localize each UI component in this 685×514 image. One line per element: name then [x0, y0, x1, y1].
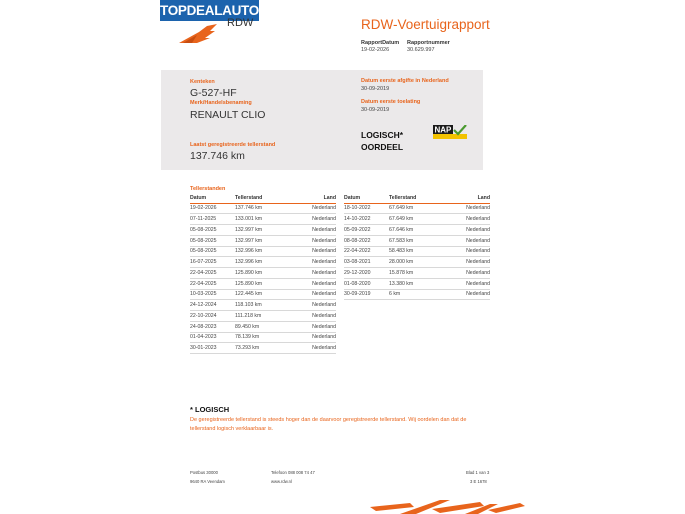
- row-tellerstand: 132.996 km: [235, 246, 280, 257]
- row-datum: 08-08-2022: [344, 235, 389, 246]
- table-row: [190, 289, 336, 300]
- col-land: Land: [434, 194, 490, 203]
- first-admission-value: 30-09-2019: [361, 107, 390, 113]
- col-tellerstand: Tellerstand: [389, 194, 434, 203]
- row-tellerstand: 6 km: [389, 289, 434, 300]
- col-tellerstand: Tellerstand: [235, 194, 280, 203]
- table-row: [344, 225, 490, 236]
- row-land: Nederland: [280, 289, 336, 300]
- row-tellerstand: 125.890 km: [235, 278, 280, 289]
- document-title: RDW-Voertuigrapport: [361, 17, 490, 32]
- row-tellerstand: 133.001 km: [235, 214, 280, 225]
- row-tellerstand: 67.646 km: [389, 225, 434, 236]
- row-datum: 05-08-2025: [190, 235, 235, 246]
- row-datum: 14-10-2022: [344, 214, 389, 225]
- row-tellerstand: 15.878 km: [389, 268, 434, 279]
- footer-page: Blad 1 van 3: [466, 470, 490, 475]
- note-title: * LOGISCH: [190, 405, 230, 414]
- last-reading-label: Laatst geregistreerde tellerstand: [190, 142, 276, 148]
- model-label: Merk/Handelsbenaming: [190, 100, 252, 106]
- row-tellerstand: 132.997 km: [235, 225, 280, 236]
- table-row: [190, 268, 336, 279]
- row-tellerstand: 67.649 km: [389, 214, 434, 225]
- row-tellerstand: 13.380 km: [389, 278, 434, 289]
- plate-label: Kenteken: [190, 79, 215, 85]
- table-row: [190, 321, 336, 332]
- row-land: Nederland: [434, 278, 490, 289]
- row-land: Nederland: [434, 289, 490, 300]
- table-row: [190, 214, 336, 225]
- row-tellerstand: 132.996 km: [235, 257, 280, 268]
- row-land: Nederland: [434, 235, 490, 246]
- row-datum: 22-04-2025: [190, 268, 235, 279]
- table-row: [190, 332, 336, 343]
- table-row: [344, 246, 490, 257]
- nap-logo-icon: [433, 125, 467, 139]
- table-row: [344, 235, 490, 246]
- row-tellerstand: 28.000 km: [389, 257, 434, 268]
- col-datum: Datum: [190, 194, 235, 203]
- table-row: [190, 300, 336, 311]
- row-tellerstand: 111.218 km: [235, 311, 280, 322]
- row-land: Nederland: [280, 203, 336, 214]
- row-tellerstand: 132.997 km: [235, 235, 280, 246]
- row-land: Nederland: [434, 246, 490, 257]
- table-row: [190, 311, 336, 322]
- table-row: [344, 268, 490, 279]
- row-datum: 24-08-2023: [190, 321, 235, 332]
- readings-table-left: [190, 194, 336, 354]
- row-land: Nederland: [434, 203, 490, 214]
- readings-table-right: [344, 194, 490, 300]
- row-land: Nederland: [280, 332, 336, 343]
- row-datum: 30-09-2019: [344, 289, 389, 300]
- table-row: [190, 257, 336, 268]
- row-tellerstand: 67.649 km: [389, 203, 434, 214]
- row-land: Nederland: [434, 257, 490, 268]
- footer-website[interactable]: www.rdw.nl: [271, 479, 292, 484]
- table-row: [344, 203, 490, 214]
- table-row: [190, 278, 336, 289]
- verdict: [361, 129, 403, 153]
- row-datum: 01-08-2020: [344, 278, 389, 289]
- table-row: [344, 278, 490, 289]
- row-datum: 19-02-2026: [190, 203, 235, 214]
- topdealauto-banner[interactable]: TOPDEALAUTO.NL: [160, 0, 259, 21]
- report-number-label: Rapportnummer: [407, 40, 450, 46]
- row-land: Nederland: [280, 225, 336, 236]
- row-datum: 01-04-2023: [190, 332, 235, 343]
- last-reading-value: 137.746 km: [190, 150, 245, 162]
- first-registration-nl-value: 30-09-2019: [361, 86, 390, 92]
- row-datum: 03-08-2021: [344, 257, 389, 268]
- table-row: [190, 246, 336, 257]
- col-land: Land: [280, 194, 336, 203]
- row-land: Nederland: [280, 278, 336, 289]
- rdw-stripes-icon: [370, 497, 525, 514]
- footer-postbus: Postbus 30000: [190, 470, 218, 475]
- verdict-line1: LOGISCH*: [361, 130, 404, 140]
- row-datum: 10-03-2025: [190, 289, 235, 300]
- footer-phone: Telefoon 088 008 74 47: [271, 470, 315, 475]
- row-tellerstand: 67.583 km: [389, 235, 434, 246]
- row-land: Nederland: [280, 300, 336, 311]
- row-land: Nederland: [280, 343, 336, 354]
- row-land: Nederland: [280, 246, 336, 257]
- footer-code: 3 E 1678: [470, 479, 487, 484]
- row-land: Nederland: [280, 321, 336, 332]
- row-datum: 22-04-2025: [190, 278, 235, 289]
- row-datum: 29-12-2020: [344, 268, 389, 279]
- row-datum: 07-11-2025: [190, 214, 235, 225]
- row-datum: 05-09-2022: [344, 225, 389, 236]
- row-datum: 30-01-2023: [190, 343, 235, 354]
- row-datum: 05-08-2025: [190, 246, 235, 257]
- row-land: Nederland: [280, 311, 336, 322]
- row-datum: 16-07-2025: [190, 257, 235, 268]
- row-datum: 22-04-2022: [344, 246, 389, 257]
- plate-value: G-527-HF: [190, 87, 237, 99]
- row-datum: 05-08-2025: [190, 225, 235, 236]
- row-land: Nederland: [434, 225, 490, 236]
- row-tellerstand: 137.746 km: [235, 203, 280, 214]
- table-row: [344, 289, 490, 300]
- row-datum: 22-10-2024: [190, 311, 235, 322]
- table-row: [344, 257, 490, 268]
- table-row: [190, 203, 336, 214]
- model-value: RENAULT CLIO: [190, 109, 266, 121]
- readings-section-label: Tellerstanden: [190, 186, 226, 192]
- row-tellerstand: 118.103 km: [235, 300, 280, 311]
- verdict-line2: OORDEEL: [361, 142, 404, 152]
- report-date-value: 19-02-2026: [361, 47, 390, 53]
- table-row: [190, 225, 336, 236]
- first-registration-nl-label: Datum eerste afgifte in Nederland: [361, 78, 449, 84]
- col-datum: Datum: [344, 194, 389, 203]
- row-land: Nederland: [434, 268, 490, 279]
- row-datum: 18-10-2022: [344, 203, 389, 214]
- table-row: [190, 235, 336, 246]
- footer-city: 9640 RA Veendam: [190, 479, 225, 484]
- row-tellerstand: 122.445 km: [235, 289, 280, 300]
- row-land: Nederland: [434, 214, 490, 225]
- row-land: Nederland: [280, 235, 336, 246]
- row-tellerstand: 58.483 km: [389, 246, 434, 257]
- row-tellerstand: 89.450 km: [235, 321, 280, 332]
- row-land: Nederland: [280, 268, 336, 279]
- rdw-wordmark: RDW: [227, 17, 254, 29]
- table-row: [344, 214, 490, 225]
- first-admission-label: Datum eerste toelating: [361, 99, 421, 105]
- row-tellerstand: 78.139 km: [235, 332, 280, 343]
- nap-logo-text: NAP: [434, 125, 452, 135]
- row-tellerstand: 73.293 km: [235, 343, 280, 354]
- note-text: De geregistreerde tellerstand is steeds hoger dan de daarvoor geregistreerde tellerstand. Wij oordelen dan dat de tellerstand logisch verklaarbaar is.: [190, 417, 467, 432]
- row-datum: 24-12-2024: [190, 300, 235, 311]
- report-date-label: RapportDatum: [361, 40, 400, 46]
- row-land: Nederland: [280, 257, 336, 268]
- table-row: [190, 343, 336, 354]
- rdw-logo-icon: [177, 23, 219, 45]
- row-land: Nederland: [280, 214, 336, 225]
- row-tellerstand: 125.890 km: [235, 268, 280, 279]
- report-number-value: 30.629.997: [407, 47, 435, 53]
